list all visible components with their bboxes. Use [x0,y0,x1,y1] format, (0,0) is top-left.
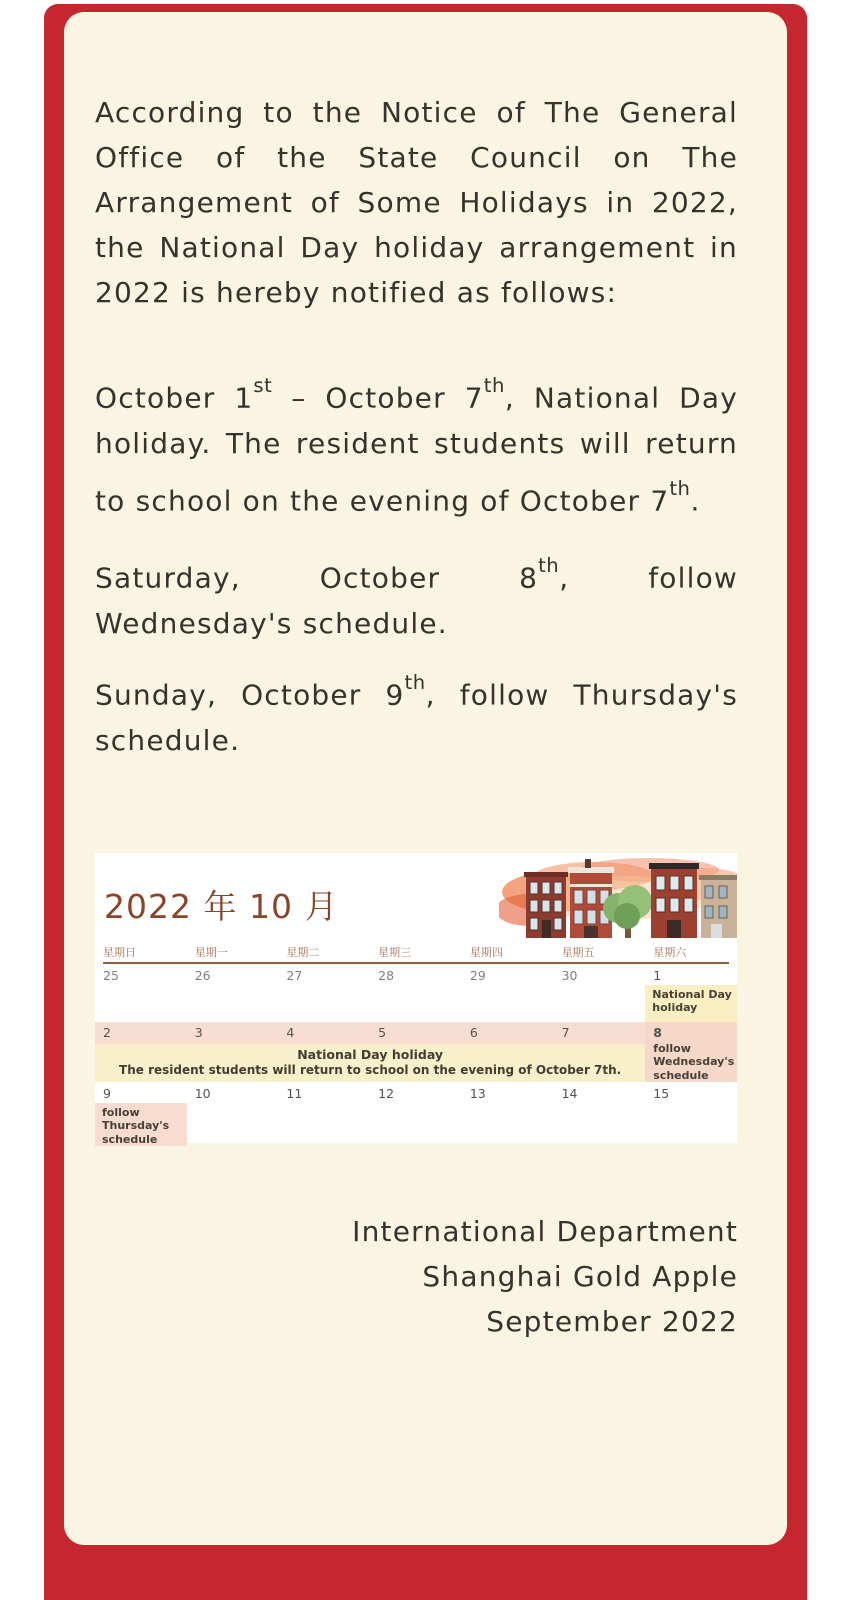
weekday-label: 星期三 [378,945,412,959]
calendar-day-cell: 3 [194,1024,203,1040]
text-segment: , follow Wednesday's schedule. [95,562,738,641]
calendar-day-cell: 4 [286,1024,295,1040]
calendar-october-2022 [95,853,737,1146]
notice-paragraph-saturday [95,543,738,646]
signature-department: International Department [352,1214,738,1248]
holiday-banner-subtitle: The resident students will return to school on the evening of October 7th. [119,1062,622,1077]
weekday-header-row [95,945,737,960]
text-segment: October 1 [95,381,254,415]
calendar-week3-row [95,1082,737,1146]
holiday-note-oct1: National Day holiday [645,985,737,1022]
calendar-title: 2022 年 10 月 [104,886,339,926]
weekday-label: 星期五 [561,945,595,959]
calendar-day-cell: 12 [378,1085,395,1101]
text-segment: – October 7 [272,381,484,415]
weekday-label: 星期二 [286,945,320,959]
calendar-day-cell: 7 [561,1024,570,1040]
calendar-day-cell: 15 [653,1085,670,1101]
calendar-day-cell-oct9 [95,1082,187,1147]
calendar-day-number: 1 [653,967,662,983]
text-segment: Saturday, October 8 [95,562,539,596]
text-segment: , follow Thursday's schedule. [95,678,738,757]
ordinal-suffix: st [253,374,273,397]
calendar-day-number: 8 [653,1024,662,1040]
calendar-day-cell: 14 [561,1085,578,1101]
calendar-day-cell-oct8 [645,1022,737,1083]
weekday-label: 星期一 [194,945,228,959]
ordinal-suffix: th [538,554,560,578]
signature-school: Shanghai Gold Apple [422,1259,738,1293]
ordinal-suffix: th [483,374,505,397]
calendar-day-cell: 27 [286,967,303,983]
text-segment: Sunday, October 9 [95,678,405,712]
calendar-day-cell: 5 [378,1024,387,1040]
calendar-day-cell: 28 [378,967,395,983]
notice-paragraph-holiday-dates [95,363,738,523]
ordinal-suffix: th [404,671,426,695]
notice-paragraph-sunday [95,660,738,763]
red-frame [44,4,807,1600]
calendar-day-cell: 30 [561,967,578,983]
schedule-note-oct8: follow Wednesday's schedule [653,1041,735,1082]
calendar-header [95,853,737,943]
text-segment: . [690,484,701,518]
calendar-day-number: 9 [103,1085,111,1101]
holiday-banner [95,1044,645,1083]
calendar-week1-row [95,964,737,1022]
calendar-day-cell: 26 [194,967,211,983]
calendar-day-cell: 11 [286,1085,303,1101]
notice-paragraph-intro: According to the Notice of The General Office of the State Council on The Arrangement of Some Holidays in 2022, the National Day holiday arrangement in 2022 is hereby notified as follows: [95,96,738,309]
calendar-day-cell: 25 [103,967,119,983]
holiday-banner-title: National Day holiday [297,1046,444,1062]
signature-date: September 2022 [486,1304,738,1338]
weekday-label: 星期日 [103,945,136,959]
city-illustration [499,858,737,938]
calendar-day-cell: 29 [469,967,486,983]
calendar-day-cell: 2 [103,1024,111,1040]
ordinal-suffix: th [669,476,691,500]
calendar-day-cell: 13 [469,1085,486,1101]
calendar-week2-holiday-span [95,1022,645,1083]
signature-block [95,1209,738,1344]
notice-content [64,12,787,1344]
text-segment: , National Day holiday. The resident students will return to school on the evening of October 7 [95,381,738,518]
notice-paper [64,12,787,1545]
calendar-day-cell: 6 [469,1024,478,1040]
calendar-week2-dates [95,1022,645,1044]
calendar-day-cell: 10 [194,1085,211,1101]
weekday-label: 星期四 [469,945,503,959]
weekday-label: 星期六 [653,945,687,959]
calendar-week2-row [95,1022,737,1082]
calendar-day-cell-oct1 [645,964,737,1022]
schedule-note-oct9: follow Thursday's schedule [95,1103,187,1147]
